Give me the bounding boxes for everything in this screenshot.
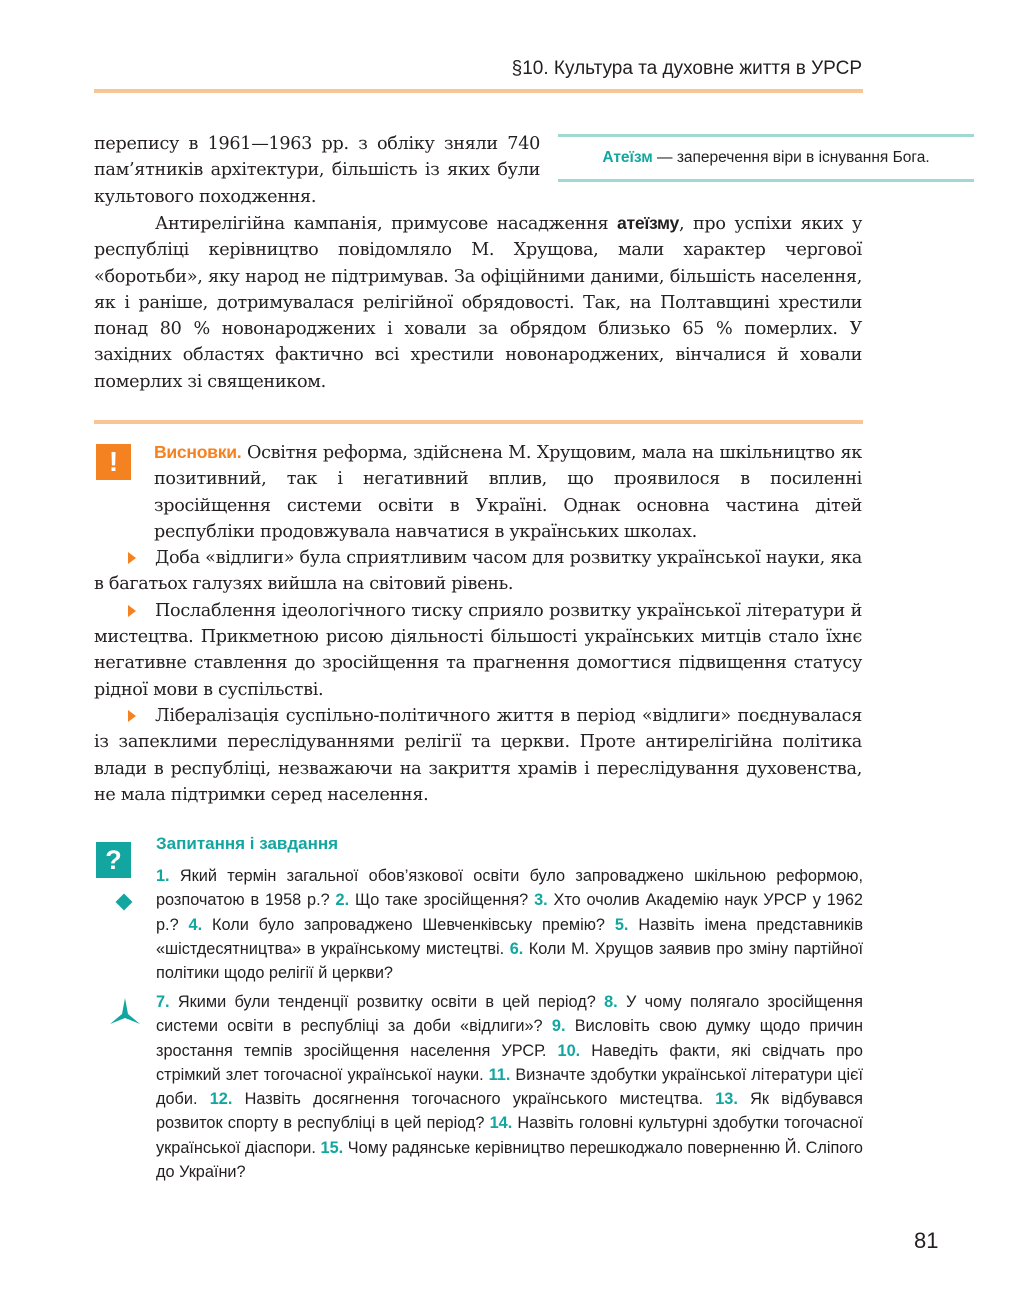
question-number: 5. bbox=[614, 915, 629, 934]
question-text: Визначте здобутки української літератури цієї доби. bbox=[156, 1065, 863, 1109]
question-number: 13. bbox=[715, 1090, 738, 1109]
conclusion-bullet-text: Лібералізація суспільно-політичного життя в період «відлиги» поєднувалася із запеклими переслідуваннями релігії та церкви. Проте антирелігійна політика влади в республіці, незважаючи на закриття храмів і переслідування духовенства, не мала підтримки серед населення. bbox=[94, 705, 862, 805]
question-number: 6. bbox=[509, 939, 524, 958]
question-number: 14. bbox=[489, 1114, 513, 1133]
questions-title: Запитання і завдання bbox=[156, 834, 339, 853]
question-text: У чому полягало зросійщення системи освіти в республіці за доби «відлиги»? bbox=[156, 993, 863, 1036]
question-number: 9. bbox=[551, 1017, 566, 1036]
exclamation-icon: ! bbox=[96, 444, 131, 480]
question-number: 12. bbox=[209, 1090, 233, 1109]
question-number: 3. bbox=[534, 891, 548, 910]
question-text: Назвіть імена представників «шістдесятництва» в українському мистецтві. bbox=[156, 915, 863, 958]
compass-star-icon bbox=[110, 998, 140, 1024]
arrow-bullet-icon bbox=[128, 605, 136, 617]
question-text: Наведіть факти, які свідчать про стрімкий злет тогочасної української науки. bbox=[156, 1041, 863, 1084]
glossary-definition-text: — заперечення віри в існування Бога. bbox=[652, 149, 930, 166]
question-text: Коли М. Хрущов заявив про зміну партійної політики щодо релігії й церкви? bbox=[156, 939, 863, 983]
conclusions-first-text: Освітня реформа, здійснена М. Хрущовим, мала на шкільництво як позитивний, так і негативний вплив, що проявилося в посиленні зросійщення системи освіти в Україні. Однак основна частина дітей республіки продовжувала навчатися в українських школах. bbox=[154, 443, 862, 542]
conclusion-bullet bbox=[94, 703, 862, 808]
conclusion-bullet-text: Доба «відлиги» була сприятливим часом для розвитку української науки, яка в багатьох галузях вийшла на світовий рівень. bbox=[94, 548, 862, 595]
question-text: Який термін загальної обов’язкової освіти було запроваджено шкільною реформою, розпочатою в 1958 р.? bbox=[156, 867, 863, 910]
question-text: Якими були тенденції розвитку освіти в цей період? bbox=[169, 993, 605, 1011]
question-item bbox=[189, 916, 615, 934]
question-number: 1. bbox=[156, 867, 170, 885]
question-icon: ? bbox=[96, 842, 131, 878]
running-header: §10. Культура та духовне життя в УРСР bbox=[511, 58, 862, 79]
question-text: Коли було запроваджено Шевченківську премію? bbox=[202, 915, 615, 934]
question-text: Як відбувався розвиток спорту в республіці в цей період? bbox=[156, 1090, 864, 1133]
glossary-term: Атеїзм bbox=[602, 149, 653, 166]
page-number: 81 bbox=[914, 1228, 939, 1253]
body-text-end: , про успіхи яких у республіці керівництво повідомляло М. Хрущова, мали характер чергової «боротьби», яку народ не підтримував. За офіційними даними, більшість населення, як і раніше, дотримувалася релігійної обрядовості. Так, на Полтавщині хрестили понад 80 % новонароджених і ховали за обрядом близько 65 % померлих. У західних областях фактично всі хрестили новонароджених, вінчалися й ховали померлих зі священиком. bbox=[94, 214, 862, 392]
question-item bbox=[156, 993, 604, 1011]
question-item bbox=[210, 1090, 716, 1108]
arrow-bullet-icon bbox=[128, 710, 136, 722]
conclusion-bullet bbox=[94, 545, 862, 598]
body-paragraph bbox=[94, 210, 862, 395]
conclusions-intro bbox=[94, 439, 862, 545]
question-number: 2. bbox=[335, 891, 350, 910]
question-text: Хто очолив Академію наук УРСР у 1962 р.? bbox=[156, 891, 863, 934]
question-item bbox=[336, 891, 535, 909]
body-text-start: Антирелігійна кампанія, примусове насадження bbox=[155, 214, 618, 234]
questions-group-basic bbox=[156, 864, 863, 985]
question-text: Що таке зросійщення? bbox=[349, 891, 535, 910]
question-text: Назвіть головні культурні здобутки тогочасної української діаспори. bbox=[156, 1114, 863, 1157]
question-number: 4. bbox=[188, 915, 203, 934]
arrow-bullet-icon bbox=[128, 552, 136, 564]
question-number: 11. bbox=[488, 1065, 511, 1084]
question-text: Чому радянське керівництво перешкоджало поверненню Й. Сліпого до України? bbox=[156, 1138, 863, 1182]
header-divider bbox=[94, 89, 863, 93]
question-number: 8. bbox=[604, 993, 618, 1011]
glossary-definition bbox=[602, 149, 929, 167]
conclusion-bullet bbox=[94, 598, 862, 703]
question-text: Назвіть досягнення тогочасного українського мистецтва. bbox=[232, 1090, 716, 1109]
question-number: 15. bbox=[320, 1138, 344, 1157]
question-number: 10. bbox=[557, 1041, 581, 1060]
conclusion-bullet-text: Послаблення ідеологічного тиску сприяло розвитку української літератури й мистецтва. Прикметною рисою діяльності більшості українських митців стало їхнє негативне ставлення до зросійщення та прагнення домогтися підвищення статусу рідної мови в суспільстві. bbox=[94, 600, 862, 700]
question-text: Висловіть свою думку щодо причин зростання темпів зросійщення населення УРСР. bbox=[156, 1017, 864, 1060]
conclusions-block bbox=[94, 439, 862, 808]
intro-paragraph: перепису в 1961—1963 рр. з обліку зняли 740 пам’ятників архітектури, більшість із яких були культового походження. bbox=[94, 134, 540, 207]
questions-group-advanced bbox=[156, 990, 863, 1184]
glossary-box bbox=[558, 134, 974, 182]
conclusions-label: Висновки. bbox=[154, 442, 242, 462]
keyword-atheism: атеїзму bbox=[617, 213, 679, 233]
diamond-icon bbox=[116, 894, 133, 911]
section-divider bbox=[94, 420, 863, 424]
question-number: 7. bbox=[156, 993, 170, 1011]
